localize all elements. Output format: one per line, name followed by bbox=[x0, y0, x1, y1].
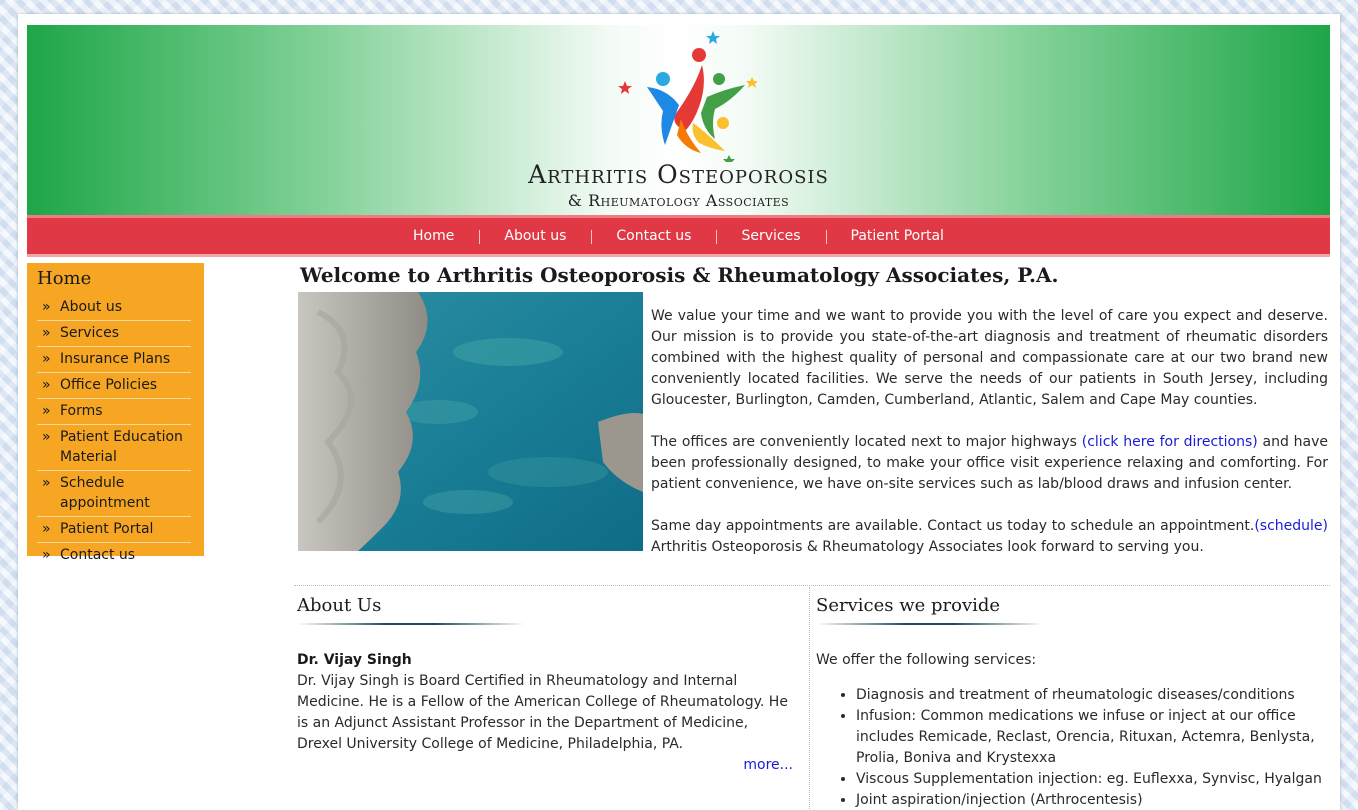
sidebar-item-label: Services bbox=[60, 325, 120, 341]
chevron-right-icon: » bbox=[42, 403, 51, 419]
intro-paragraph-1: We value your time and we want to provide you with the level of care you expect and deserve. Our mission is to provide you state-of-the-art diagnosis and treatment of rheumatic disorders combined with the highest quality of personal and compassionate care at our two brand new conveniently located facilities. We serve the needs of our patients in South Jersey, including Gloucester, Burlington, Camden, Cumberland, Atlantic, Salem and Cape May counties. bbox=[651, 308, 1328, 408]
nav-home[interactable]: Home bbox=[413, 228, 455, 244]
sidebar-item-about-us[interactable] bbox=[37, 295, 191, 321]
intro-paragraph-3-text: Arthritis Osteoporosis & Rheumatology Associates look forward to serving you. bbox=[651, 539, 1204, 555]
sidebar-item-insurance-plans[interactable] bbox=[37, 347, 191, 373]
main-navbar bbox=[27, 215, 1330, 257]
column-divider bbox=[809, 587, 810, 810]
more-link[interactable]: more... bbox=[743, 757, 793, 773]
intro-paragraph-2-text: and have been professionally designed, to make your office visit experience relaxing and comforting. For patient convenience, we have on-site services such as lab/blood draws and infusion center. bbox=[651, 434, 1329, 492]
services-section bbox=[816, 595, 1330, 810]
nav-patient-portal[interactable]: Patient Portal bbox=[826, 228, 969, 244]
logo-subtitle: & Rheumatology Associates bbox=[567, 191, 790, 210]
section-divider bbox=[294, 585, 1330, 586]
list-item: • Joint aspiration/injection (Arthrocentesis) bbox=[856, 790, 1330, 810]
intro-paragraph-3 bbox=[651, 516, 1328, 558]
nav-about-us[interactable]: About us bbox=[479, 228, 591, 244]
sidebar-item-label: Schedule appointment bbox=[60, 475, 150, 511]
about-section bbox=[297, 595, 793, 776]
directions-link[interactable]: (click here for directions) bbox=[1081, 434, 1258, 450]
nav-services[interactable]: Services bbox=[716, 228, 825, 244]
sidebar-item-contact-us[interactable] bbox=[37, 543, 191, 568]
sidebar-item-label: Patient Education Material bbox=[60, 429, 183, 465]
coastline-photo bbox=[298, 292, 643, 551]
sidebar-item-label: About us bbox=[60, 299, 123, 315]
list-item: • Diagnosis and treatment of rheumatologic diseases/conditions bbox=[856, 685, 1330, 706]
sidebar-item-patient-education[interactable] bbox=[37, 425, 191, 471]
heading-underline bbox=[816, 623, 1044, 625]
logo-title: Arthritis Osteoporosis bbox=[528, 160, 829, 189]
logo-star-icon[interactable] bbox=[607, 27, 757, 162]
sidebar-item-services[interactable] bbox=[37, 321, 191, 347]
doctor-bio: Dr. Vijay Singh is Board Certified in Rheumatology and Internal Medicine. He is a Fellow of the American College of Rheumatology. He is an Adjunct Assistant Professor in the Department of Medicine, Drexel University College of Medicine, Philadelphia, PA. bbox=[297, 673, 788, 752]
page-title: Welcome to Arthritis Osteoporosis & Rheumatology Associates, P.A. bbox=[300, 263, 1059, 287]
list-item: • Viscous Supplementation injection: eg. Euflexxa, Synvisc, Hyalgan bbox=[856, 769, 1330, 790]
sidebar-item-label: Office Policies bbox=[60, 377, 158, 393]
intro-paragraph-2-text: The offices are conveniently located next to major highways bbox=[651, 434, 1082, 450]
intro-text bbox=[651, 306, 1328, 579]
sidebar-item-label: Patient Portal bbox=[60, 521, 154, 537]
sidebar-item-schedule-appointment[interactable] bbox=[37, 471, 191, 517]
sidebar-item-label: Contact us bbox=[60, 547, 136, 563]
about-heading: About Us bbox=[297, 595, 382, 616]
sidebar-item-label: Insurance Plans bbox=[60, 351, 171, 367]
nav-contact-us[interactable]: Contact us bbox=[591, 228, 716, 244]
chevron-right-icon: » bbox=[42, 299, 51, 315]
chevron-right-icon: » bbox=[42, 475, 51, 491]
list-item: • Infusion: Common medications we infuse or inject at our office includes Remicade, Reclast, Orencia, Rituxan, Actemra, Benlysta, Prolia, Boniva and Krystexxa bbox=[856, 706, 1330, 769]
chevron-right-icon: » bbox=[42, 351, 51, 367]
chevron-right-icon: » bbox=[42, 521, 51, 537]
services-list bbox=[856, 685, 1330, 810]
site-header bbox=[27, 25, 1330, 215]
sidebar-item-patient-portal[interactable] bbox=[37, 517, 191, 543]
services-heading: Services we provide bbox=[816, 595, 1001, 616]
page-container bbox=[18, 14, 1340, 810]
intro-paragraph-2 bbox=[651, 432, 1328, 495]
chevron-right-icon: » bbox=[42, 547, 51, 563]
sidebar-menu bbox=[27, 263, 204, 563]
sidebar-item-office-policies[interactable] bbox=[37, 373, 191, 399]
chevron-right-icon: » bbox=[42, 377, 51, 393]
intro-paragraph-3-text: Same day appointments are available. Contact us today to schedule an appointment. bbox=[651, 518, 1255, 534]
schedule-link[interactable]: (schedule) bbox=[1254, 518, 1328, 534]
services-intro: We offer the following services: bbox=[816, 652, 1037, 668]
chevron-right-icon: » bbox=[42, 429, 51, 445]
sidebar-item-forms[interactable] bbox=[37, 399, 191, 425]
sidebar-item-label: Forms bbox=[60, 403, 103, 419]
heading-underline bbox=[297, 623, 525, 625]
sidebar-title-home[interactable]: Home bbox=[37, 268, 92, 289]
chevron-right-icon: » bbox=[42, 325, 51, 341]
doctor-name: Dr. Vijay Singh bbox=[297, 652, 412, 668]
